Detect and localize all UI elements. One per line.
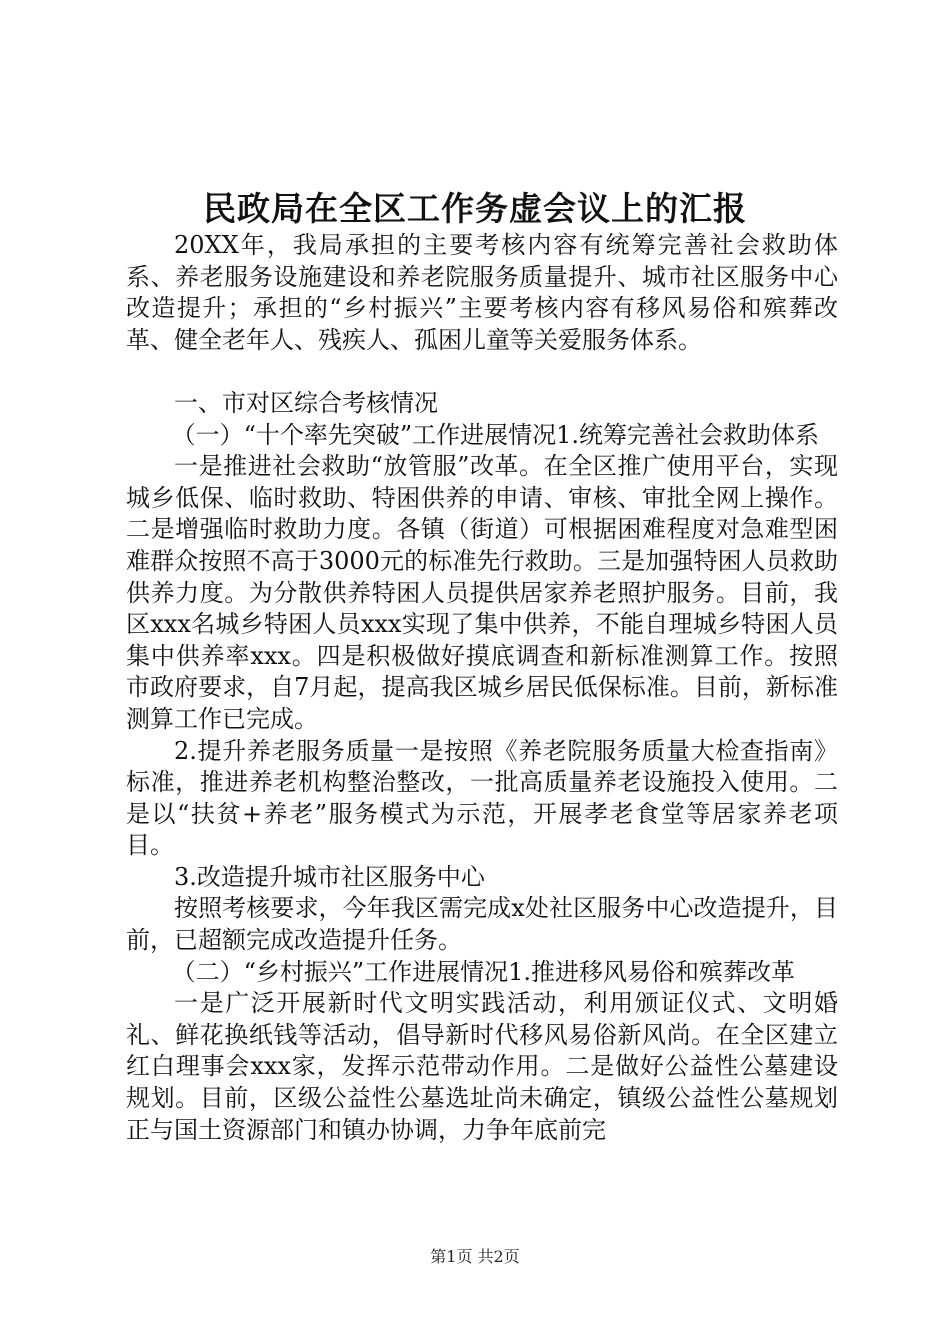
section-heading-1: 一、市对区综合考核情况 — [174, 388, 438, 417]
document-title: 民政局在全区工作务虚会议上的汇报 — [203, 189, 747, 228]
body-paragraph-social-assistance: 一是推进社会救助“放管服”改革。在全区推广使用平台，实现城乡低保、临时救助、特困供养的申请、审核、审批全网上操作。二是增强临时救助力度。各镇（街道）可根据困难程度对急难型困难群众按照不高于3000元的标准先行救助。三是加强特困人员救助供养力度。为分散供养特困人员提供居家养老照护服务。目前，我区xxx名城乡特困人员xxx实现了集中供养，不能自理城乡特困人员集中供养率xxx。四是积极做好摸底调查和新标准测算工作。按照市政府要求，自7月起，提高我区城乡居民低保标准。目前，新标准测算工作已完成。 — [126, 452, 838, 733]
item-heading-community-center: 3.改造提升城市社区服务中心 — [174, 862, 485, 891]
document-body — [126, 230, 838, 1146]
intro-paragraph: 20XX年，我局承担的主要考核内容有统筹完善社会救助体系、养老服务设施建设和养老院服务质量提升、城市社区服务中心改造提升；承担的“乡村振兴”主要考核内容有移风易俗和殡葬改革、健全老年人、残疾人、孤困儿童等关爱服务体系。 — [126, 231, 838, 354]
body-paragraph-community-center: 按照考核要求，今年我区需完成x处社区服务中心改造提升，目前，已超额完成改造提升任务。 — [126, 894, 838, 955]
subsection-heading-2: （二）“乡村振兴”工作进展情况1.推进移风易俗和殡葬改革 — [171, 957, 796, 986]
body-paragraph-elderly-care: 2.提升养老服务质量一是按照《养老院服务质量大检查指南》标准，推进养老机构整治整改，一批高质量养老设施投入使用。二是以“扶贫+养老”服务模式为示范，开展孝老食堂等居家养老项目。 — [126, 736, 838, 860]
subsection-heading-1: （一）“十个率先突破”工作进展情况1.统筹完善社会救助体系 — [171, 420, 820, 449]
body-paragraph-customs-reform: 一是广泛开展新时代文明实践活动，利用颁证仪式、文明婚礼、鲜花换纸钱等活动，倡导新时代移风易俗新风尚。在全区建立红白理事会xxx家，发挥示范带动作用。二是做好公益性公墓建设规划。目前，区级公益性公墓选址尚未确定，镇级公益性公墓规划正与国土资源部门和镇办协调，力争年底前完 — [126, 989, 838, 1144]
page-indicator: 第1页 共2页 — [430, 1247, 520, 1266]
